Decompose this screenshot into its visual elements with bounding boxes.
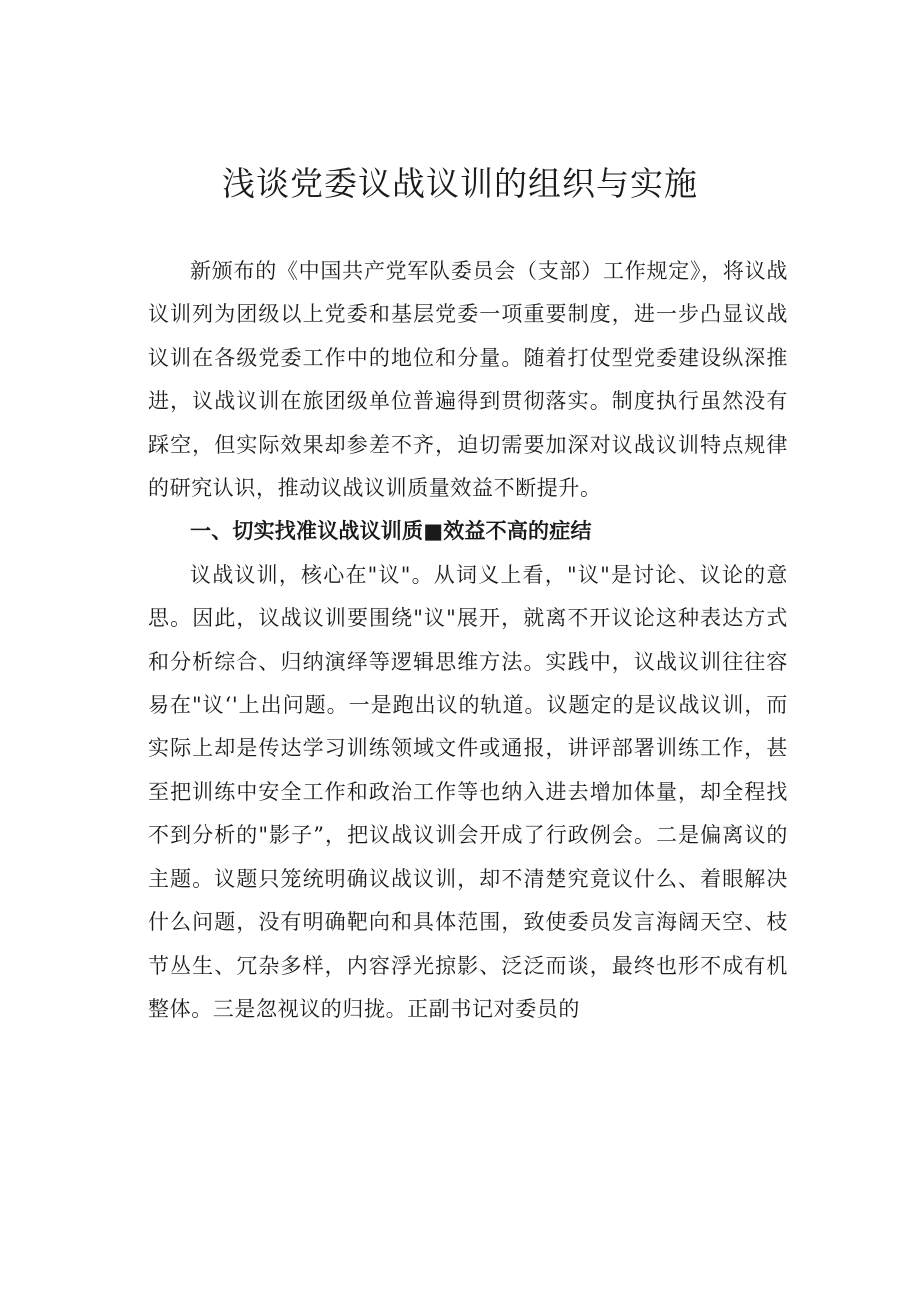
document-title: 浅谈党委议战议训的组织与实施 [222,164,698,203]
section-paragraph: 议战议训，核心在"议"。从词义上看，"议"是讨论、议论的意思。因此，议战议训要围绕"议"展开，就离不开议论这种表达方式和分析综合、归纳演绎等逻辑思维方法。实践中，议战议训往往容易在"议‘'上出问题。一是跑出议的轨道。议题定的是议战议训，而实际上却是传达学习训练领域文件或通报，讲评部署训练工作，甚至把训练中安全工作和政治工作等也纳入进去增加体量，却全程找不到分析的"影子”，把议战议训会开成了行政例会。二是偏离议的主题。议题只笼统明确议战议训，却不清楚究竟议什么、着眼解决什么问题，没有明确靶向和具体范围，致使委员发言海阔天空、枝节丛生、冗杂多样，内容浮光掠影、泛泛而谈，最终也形不成有机整体。三是忽视议的归拢。正副书记对委员的 [148,562,788,1021]
section-heading: 一、切实找准议战议训质■效益不高的症结 [190,519,592,544]
document-body [148,250,788,1031]
intro-paragraph: 新颁布的《中国共产党军队委员会（支部）工作规定》，将议战议训列为团级以上党委和基层党委一项重要制度，进一步凸显议战议训在各级党委工作中的地位和分量。随着打仗型党委建设纵深推进，议战议训在旅团级单位普遍得到贯彻落实。制度执行虽然没有踩空，但实际效果却参差不齐，迫切需要加深对议战议训特点规律的研究认识，推动议战议训质量效益不断提升。 [148,259,788,501]
